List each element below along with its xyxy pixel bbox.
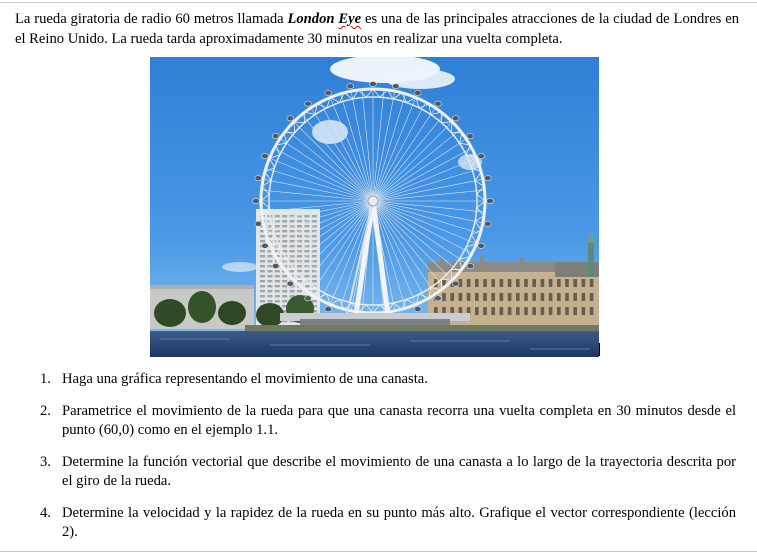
question-list bbox=[30, 370, 736, 555]
question-text: Haga una gráfica representando el movimiento de una canasta. bbox=[62, 371, 428, 387]
question-number: 2. bbox=[40, 402, 51, 419]
question-item bbox=[30, 504, 736, 543]
question-number: 4. bbox=[40, 504, 51, 521]
question-text: Determine la función vectorial que describe el movimiento de una canasta a lo largo de la trayectoria descrita por el giro de la rueda. bbox=[62, 453, 736, 489]
question-item bbox=[30, 453, 736, 492]
question-item bbox=[30, 370, 736, 390]
bottom-rule bbox=[0, 551, 757, 552]
wheel-name bbox=[287, 11, 361, 27]
question-text: Parametrice el movimiento de la rueda para que una canasta recorra una vuelta completa en 30 minutos desde el punto (60,0) como en el ejemplo 1.1. bbox=[62, 402, 736, 438]
intro-text-before: La rueda giratoria de radio 60 metros llamada bbox=[15, 11, 288, 27]
london-eye-photo bbox=[150, 57, 599, 357]
question-item bbox=[30, 402, 736, 441]
text-cursor bbox=[599, 343, 600, 356]
top-rule bbox=[0, 2, 757, 3]
question-text: Determine la velocidad y la rapidez de la rueda en su punto más alto. Grafique el vector correspondiente (lección 2). bbox=[62, 504, 736, 540]
intro-paragraph bbox=[15, 9, 739, 49]
wheel-name-part1: London bbox=[287, 11, 339, 27]
question-number: 1. bbox=[40, 371, 51, 387]
wheel-name-part2: Eye bbox=[338, 11, 362, 27]
question-number: 3. bbox=[40, 453, 51, 470]
intro-text-after: es una de las principales atracciones de la ciudad de Londres en el Reino Unido. La rueda tarda aproximadamente 30 minutos en realizar una vuelta completa. bbox=[15, 11, 739, 47]
